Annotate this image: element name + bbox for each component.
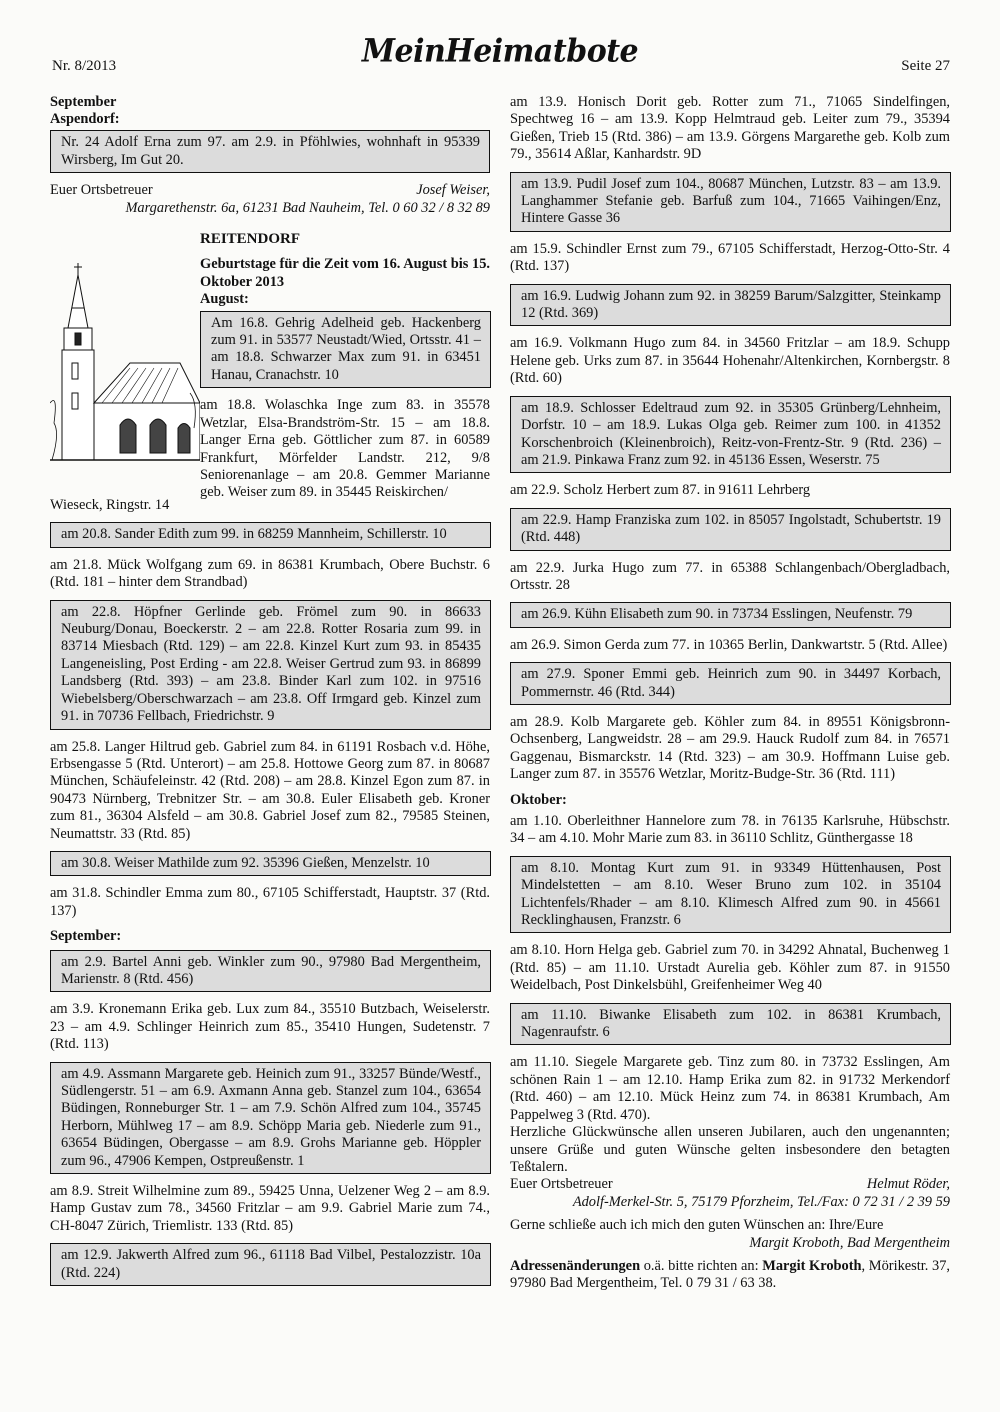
entry-siegele: am 11.10. Siegele Margarete geb. Tinz zum 80. in 73732 Esslingen, Am schönen Rain 1 – am 12.10. Hamp Erika zum 82. in 91732 Merkendorf (Rtd. 460) – am 12.10. Mück Heinz zum 74. in 86381 Krumbach, Am Pappelweg 3 (Rtd. 470). bbox=[510, 1054, 950, 1123]
kroboth-signature: Margit Kroboth, Bad Mergentheim bbox=[749, 1234, 950, 1251]
section-heading-september: September bbox=[50, 94, 117, 110]
entry-oberleithner: am 1.10. Oberleithner Hannelore zum 78. in 76135 Karlsruhe, Hübschstr. 34 – am 4.10. Mohr Marie zum 83. in 36110 Schlitz, Günthergasse 18 bbox=[510, 813, 950, 847]
entry-box-biwanke: am 11.10. Biwanke Elisabeth zum 102. in 86381 Krumbach, Nagenraufstr. 6 bbox=[510, 1003, 951, 1046]
betreuer-label: Euer Ortsbetreuer bbox=[50, 182, 153, 199]
entry-box-montag: am 8.10. Montag Kurt zum 91. in 93349 Hüttenhausen, Post Mindelstetten – am 8.10. Weser Bruno zum 102. in 35104 Lichtenfels/Rhader – am 8.10. Klimesch Alfred zum 90. in 45661 Recklinghausen, Franzstr. 6 bbox=[510, 856, 951, 934]
entry-volkmann: am 16.9. Volkmann Hugo zum 84. in 34560 Fritzlar – am 18.9. Schupp Helene geb. Urks zum 87. in 35644 Hohenahr/Altenkirchen, Kornbergstr. 8 (Rtd. 60) bbox=[510, 335, 950, 387]
section-heading-aspendorf: Aspendorf: bbox=[50, 111, 120, 127]
entry-kolb: am 28.9. Kolb Margarete geb. Köhler zum 84. in 89551 Königsbronn-Ochsenberg, Langweidstr. 28 – am 29.9. Hauck Rudolf zum 84. in 76571 Gaggenau, Bismarckstr. 14 (Rtd. 323) – am 30.9. Hoffmann Luise geb. Langer zum 87. in 35576 Wetzlar, Moritz-Budge-Str. 36 (Rtd. 111) bbox=[510, 713, 950, 783]
entry-box-hamp: am 22.9. Hamp Franziska zum 102. in 85057 Ingolstadt, Schubertstr. 19 (Rtd. 448) bbox=[510, 508, 951, 551]
section-heading-oktober: Oktober: bbox=[510, 791, 567, 808]
reitendorf-dates: Geburtstage für die Zeit vom 16. August bis 15. Oktober 2013 bbox=[200, 256, 490, 290]
section-heading-september-2: September: bbox=[50, 928, 122, 945]
entry-box-gehrig: Am 16.8. Gehrig Adelheid geb. Hackenberg zum 91. in 53577 Neustadt/Wied, Ortsstr. 41 – am 18.8. Schwarzer Max zum 91. in 63451 Hanau, Cranachstr. 10 bbox=[200, 311, 491, 389]
entry-schindler-ernst: am 15.9. Schindler Ernst zum 79., 67105 Schifferstadt, Herzog-Otto-Str. 4 (Rtd. 137) bbox=[510, 240, 950, 275]
entry-box-jakwerth: am 12.9. Jakwerth Alfred zum 96., 61118 Bad Vilbel, Pestalozzistr. 10a (Rtd. 224) bbox=[50, 1243, 491, 1286]
entry-langer: am 25.8. Langer Hiltrud geb. Gabriel zum 84. in 61191 Rosbach v.d. Höhe, Erbsengasse 5 (Rtd. Unterort) – am 25.8. Hottowe Georg zum 87. in 80687 München, Schäufeleinstr. 42 (Rtd. 208) – am 28.8. Kinzel Egon zum 87. in 90473 Nürnberg, Trebnitzer Str. – am 30.8. Euler Elisabeth geb. Kroner zum 81., 36304 Alsfeld – am 30.8. Gabriel Josef zum 82., 79585 Steinen, Neumattstr. 33 (Rtd. 85) bbox=[50, 738, 490, 842]
entry-box-sander: am 20.8. Sander Edith zum 99. in 68259 Mannheim, Schillerstr. 10 bbox=[50, 522, 491, 547]
entry-box-ludwig: am 16.9. Ludwig Johann zum 92. in 38259 Barum/Salzgitter, Steinkamp 12 (Rtd. 369) bbox=[510, 284, 951, 327]
betreuer-line-right bbox=[510, 1176, 950, 1193]
entry-box-pudil: am 13.9. Pudil Josef zum 104., 80687 München, Lutzstr. 83 – am 13.9. Langhammer Stefanie geb. Barfuß zum 104., 71665 Vaihingen/Enz, Hintere Gasse 36 bbox=[510, 172, 951, 232]
betreuer-label-right: Euer Ortsbetreuer bbox=[510, 1176, 613, 1193]
betreuer-name: Josef Weiser, bbox=[416, 182, 490, 199]
issue-number: Nr. 8/2013 bbox=[52, 58, 117, 74]
left-column bbox=[50, 94, 490, 1295]
entry-box-schlosser: am 18.9. Schlosser Edeltraud zum 92. in 35305 Grünberg/Lehnheim, Dorfstr. 10 – am 18.9. Lukas Olga geb. Reimer zum 100. in 41352 Korschenbroich (Kleinenbroich), Reitz-von-Frentz-Str. 9 (Rtd. 236) – am 21.9. Pinkawa Franz zum 92. in 45136 Essen, Weserstr. 75 bbox=[510, 396, 951, 474]
entry-box-sponer: am 27.9. Sponer Emmi geb. Heinrich zum 90. in 34497 Korbach, Pommernstr. 46 (Rtd. 344) bbox=[510, 662, 951, 705]
address-change-name: Margit Kroboth bbox=[762, 1257, 862, 1274]
entry-schindler: am 31.8. Schindler Emma zum 80., 67105 Schifferstadt, Hauptstr. 37 (Rtd. 137) bbox=[50, 885, 490, 919]
entry-wolaschka: am 18.8. Wolaschka Inge zum 83. in 35578 Wetzlar, Elsa-Brandström-Str. 15 – am 18.8. Langer Erna geb. Göttlicher zum 87. in 60589 Frankfurt, Mörfelder Landstr. 212, 9/8 Seniorenanlage – am 20.8. Gemmer Marianne geb. Weiser zum 89. in 35445 Reiskirchen/ bbox=[200, 397, 490, 501]
entry-simon: am 26.9. Simon Gerda zum 77. in 10365 Berlin, Dankwartstr. 5 (Rtd. Allee) bbox=[510, 636, 948, 653]
betreuer-address-right: Adolf-Merkel-Str. 5, 75179 Pforzheim, Tel./Fax: 0 72 31 / 2 39 59 bbox=[572, 1193, 950, 1210]
right-column bbox=[510, 94, 950, 1293]
address-change-label: Adressenänderungen bbox=[510, 1257, 641, 1274]
entry-jurka: am 22.9. Jurka Hugo zum 77. in 65388 Schlangenbach/Obergladbach, Ortsstr. 28 bbox=[510, 559, 950, 593]
kroboth-greeting: Gerne schließe auch ich mich den guten Wünschen an: Ihre/Eure bbox=[510, 1217, 884, 1234]
betreuer-line bbox=[50, 182, 490, 199]
masthead-logo: MeinHeimatbote bbox=[361, 33, 639, 70]
betreuer-name-right: Helmut Röder, bbox=[866, 1176, 950, 1193]
reitendorf-august: August: bbox=[200, 291, 249, 308]
church-illustration bbox=[50, 253, 200, 468]
entry-box-weiser: am 30.8. Weiser Mathilde zum 92. 35396 Gießen, Menzelstr. 10 bbox=[50, 851, 491, 876]
entry-scholz: am 22.9. Scholz Herbert zum 87. in 91611 Lehrberg bbox=[510, 482, 811, 499]
entry-kronemann: am 3.9. Kronemann Erika geb. Lux zum 84., 35510 Butzbach, Weiselerstr. 23 – am 4.9. Schlinger Heinrich zum 85., 35410 Hungen, Sudetenstr. 7 (Rtd. 113) bbox=[50, 1001, 490, 1053]
address-change-mid: o.ä. bitte richten an: bbox=[640, 1257, 763, 1274]
entry-horn: am 8.10. Horn Helga geb. Gabriel zum 70. in 34292 Ahnatal, Buchenweg 1 (Rtd. 85) – am 11.10. Urstadt Aurelia geb. Köhler zum 87. in 91550 Weidelbach, Post Dinkelsbühl, Greifenheimer Weg 40 bbox=[510, 942, 950, 994]
entry-wolaschka-end: Wieseck, Ringstr. 14 bbox=[50, 497, 170, 514]
entry-box-bartel: am 2.9. Bartel Anni geb. Winkler zum 90., 97980 Bad Mergentheim, Marienstr. 8 (Rtd. 456) bbox=[50, 950, 491, 993]
entry-honisch: am 13.9. Honisch Dorit geb. Rotter zum 71., 71065 Sindelfingen, Spechtweg 16 – am 13.9. Kopp Helmtraud geb. Leiter zum 79., 35394 Gießen, Trieb 15 (Rtd. 386) – am 13.9. Görgens Margarethe geb. Kolb zum 79., 35614 Aßlar, Kanhardstr. 9D bbox=[510, 94, 950, 163]
entry-mueck: am 21.8. Mück Wolfgang zum 69. in 86381 Krumbach, Obere Buchstr. 6 (Rtd. 181 – hinter dem Strandbad) bbox=[50, 556, 490, 591]
address-change-note bbox=[510, 1258, 950, 1293]
page-number: Seite 27 bbox=[901, 58, 950, 74]
entry-streit: am 8.9. Streit Wilhelmine zum 89., 59425 Unna, Uelzener Weg 2 – am 8.9. Hamp Gustav zum 78., 34560 Fritzlar – am 9.9. Gabriel Marie zum 74., CH-8047 Zürich, Triemlistr. 133 (Rtd. 85) bbox=[50, 1183, 490, 1234]
entry-box-adolf: Nr. 24 Adolf Erna zum 97. am 2.9. in Pföhlwies, wohnhaft in 95339 Wirsberg, Im Gut 20. bbox=[50, 130, 490, 173]
reitendorf-block bbox=[50, 225, 490, 501]
reitendorf-right bbox=[200, 225, 490, 502]
reitendorf-title: REITENDORF bbox=[200, 231, 301, 248]
address-change-rest: , Mörikestr. 37, 97980 Bad Mergentheim, Tel. 0 79 31 / 63 38. bbox=[510, 1257, 950, 1292]
entry-box-hoepfner: am 22.8. Höpfner Gerlinde geb. Frömel zum 90. in 86633 Neuburg/Donau, Boeckerstr. 2 – am 22.8. Rotter Rosaria zum 99. in 83714 Miesbach (Rtd. 129) – am 22.8. Kinzel Kurt zum 93. in 85435 Langeneisling, Post Erding - am 22.8. Weiser Gertrud zum 93. in 86899 Landsberg (Rtd. 393) – am 23.8. Binder Karl zum 102. in 97516 Wiebelsberg/Oberschwarzach – am 23.8. Off Irmgard geb. Kinzel zum 91. in 70736 Fellbach, Friedrichstr. 9 bbox=[50, 600, 491, 730]
entry-box-assmann: am 4.9. Assmann Margarete geb. Heinich zum 91., 33257 Bünde/Westf., Südlengerstr. 51 – am 6.9. Axmann Anna geb. Stanzel zum 104., 63654 Büdingen, Ronneburger Str. 1 – am 7.9. Schön Alfred zum 104., 35745 Herborn, Mühlweg 17 – am 8.9. Schöpp Maria geb. Niederle zum 91., 63654 Büdingen, Obergasse – am 8.9. Grohs Marianne geb. Höppler zum 96., 47906 Kempen, Ostpreußenstr. 1 bbox=[50, 1062, 491, 1174]
greetings-text: Herzliche Glückwünsche allen unseren Jubilaren, auch den ungenannten; unsere Grüße und guten Wünsche gelten insbesondere den betagten Teßtalern. bbox=[510, 1124, 950, 1175]
betreuer-address: Margarethenstr. 6a, 61231 Bad Nauheim, Tel. 0 60 32 / 8 32 89 bbox=[125, 199, 490, 216]
entry-box-kuehn: am 26.9. Kühn Elisabeth zum 90. in 73734 Esslingen, Neufenstr. 79 bbox=[510, 602, 951, 627]
